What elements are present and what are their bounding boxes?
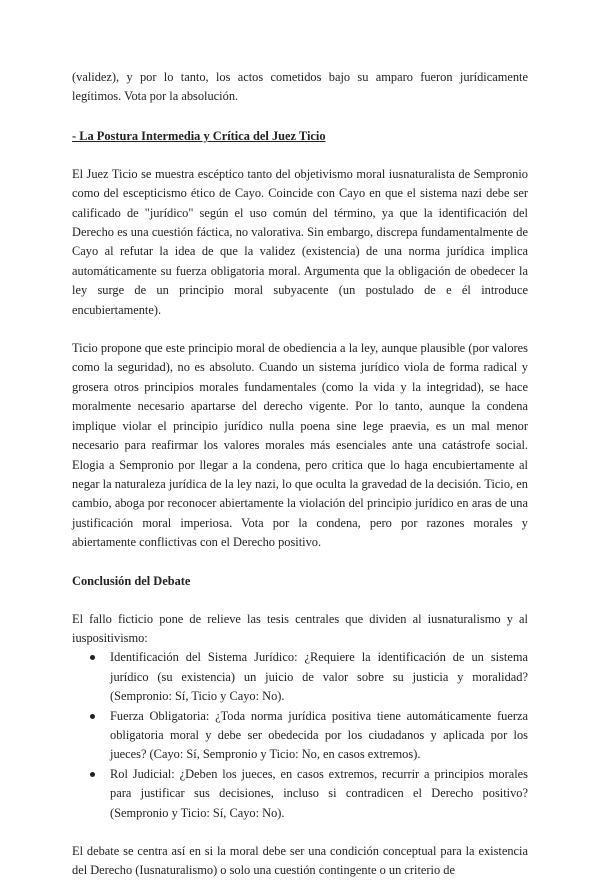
list-item-text: Fuerza Obligatoria: ¿Toda norma jurídica positiva tiene automáticamente fuerza obligatoria moral y debe ser obedecida por los ciudadanos y aplicada por los jueces? (Cayo: Sí, Sempronio y Ticio: No, en casos extremos). [110, 708, 528, 762]
conclusion-paragraph-1: El fallo ficticio pone de relieve las tesis centrales que dividen al iusnaturalismo y al iuspositivismo: [72, 611, 528, 645]
bullet-icon [90, 655, 95, 660]
intro-paragraph: (validez), y por lo tanto, los actos cometidos bajo su amparo fueron jurídicamente legítimos. Vota por la absolución. [72, 70, 528, 104]
bullet-icon [90, 714, 95, 719]
conclusion-bullet-list [72, 648, 528, 823]
list-item [72, 648, 528, 706]
list-item-text: Rol Judicial: ¿Deben los jueces, en casos extremos, recurrir a principios morales para justificar sus decisiones, incluso si contradicen el Derecho positivo? (Sempronio y Ticio: Sí, Cayo: No). [110, 766, 528, 820]
list-item [72, 765, 528, 823]
section-heading-ticio: - La Postura Intermedia y Crítica del Juez Ticio [72, 128, 326, 143]
bullet-icon [90, 772, 95, 777]
section-heading-conclusion: Conclusión del Debate [72, 573, 191, 588]
conclusion-paragraph-2: El debate se centra así en si la moral debe ser una condición conceptual para la existencia del Derecho (Iusnaturalismo) o solo una cuestión contingente o un criterio de [72, 844, 528, 878]
ticio-paragraph-2: Ticio propone que este principio moral de obediencia a la ley, aunque plausible (por valores como la seguridad), no es absoluto. Cuando un sistema jurídico viola de forma radical y grosera otros principios morales fundamentales (como la vida y la integridad), se hace moralmente necesario apartarse del derecho vigente. Por lo tanto, aunque la condena implique violar el principio jurídico nulla poena sine lege praevia, es un mal menor necesario para reafirmar los valores morales más esenciales ante una catástrofe social. Elogia a Sempronio por llegar a la condena, pero critica que lo haga encubiertamente al negar la naturaleza jurídica de la ley nazi, lo que oculta la gravedad de la decisión. Ticio, en cambio, aboga por reconocer abiertamente la violación del principio jurídico en aras de una justificación moral imperiosa. Vota por la condena, pero por razones morales y abiertamente conflictivas con el Derecho positivo. [72, 341, 528, 550]
list-item-text: Identificación del Sistema Jurídico: ¿Requiere la identificación de un sistema jurídico (su existencia) un juicio de valor sobre su justicia y moralidad? (Sempronio: Sí, Ticio y Cayo: No). [110, 650, 528, 704]
list-item [72, 707, 528, 765]
ticio-paragraph-1: El Juez Ticio se muestra escéptico tanto del objetivismo moral iusnaturalista de Sempronio como del escepticismo ético de Cayo. Coincide con Cayo en que el sistema nazi debe ser calificado de "jurídico" según el uso común del término, ya que la identificación del Derecho es una cuestión fáctica, no valorativa. Sin embargo, discrepa fundamentalmente de Cayo al refutar la idea de que la validez (existencia) de una norma jurídica implica automáticamente su fuerza obligatoria moral. Argumenta que la obligación de obedecer la ley surge de un principio moral subyacente (un postulado de e él introduce encubiertamente). [72, 166, 528, 317]
